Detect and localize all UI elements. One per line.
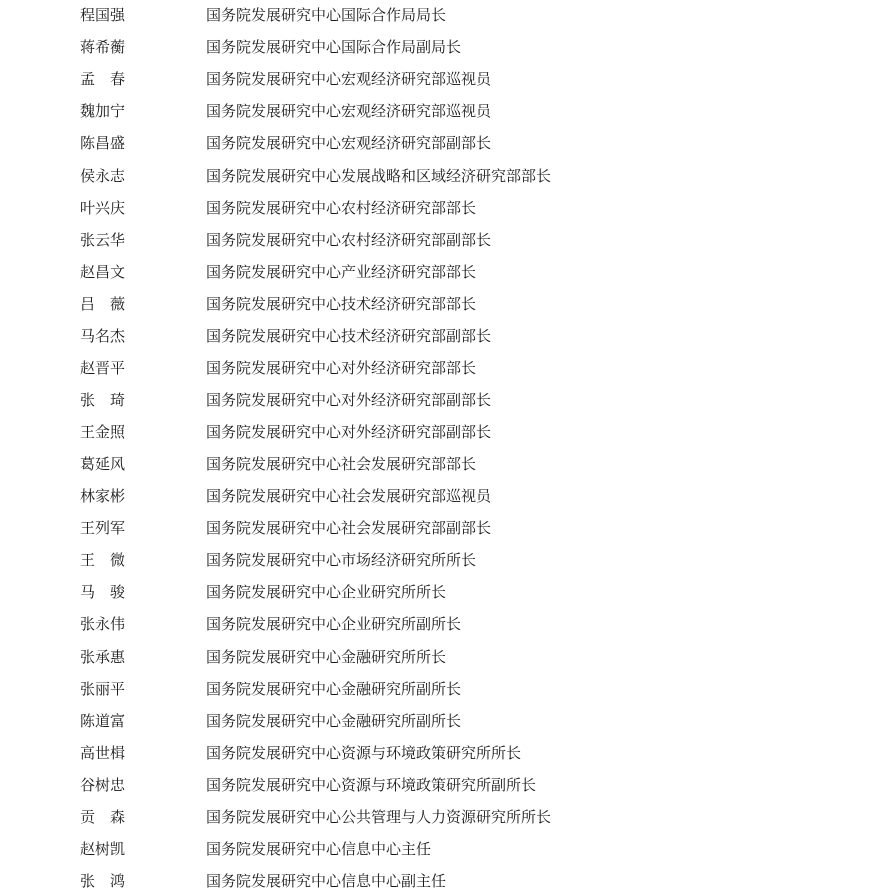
- person-title: 国务院发展研究中心农村经济研究部副部长: [206, 231, 492, 249]
- person-name: 王列军: [80, 519, 126, 537]
- person-name: 蒋希蘅: [80, 38, 126, 56]
- person-name: 张承惠: [80, 648, 126, 666]
- person-name: 张永伟: [80, 615, 126, 633]
- person-name: 侯永志: [80, 167, 126, 185]
- list-item: [0, 737, 891, 769]
- person-title: 国务院发展研究中心社会发展研究部副部长: [206, 519, 492, 537]
- list-item: [0, 673, 891, 705]
- person-title: 国务院发展研究中心信息中心副主任: [206, 872, 447, 890]
- person-title: 国务院发展研究中心对外经济研究部部长: [206, 359, 477, 377]
- list-item: [0, 801, 891, 833]
- person-title: 国务院发展研究中心发展战略和区域经济研究部部长: [206, 167, 552, 185]
- list-item: [0, 576, 891, 608]
- list-item: [0, 769, 891, 801]
- person-title: 国务院发展研究中心技术经济研究部副部长: [206, 327, 492, 345]
- person-name: 赵昌文: [80, 263, 126, 281]
- person-title: 国务院发展研究中心农村经济研究部部长: [206, 199, 477, 217]
- list-item: [0, 448, 891, 480]
- list-item: [0, 608, 891, 640]
- person-name: 张云华: [80, 231, 126, 249]
- person-title: 国务院发展研究中心对外经济研究部副部长: [206, 391, 492, 409]
- person-title: 国务院发展研究中心公共管理与人力资源研究所所长: [206, 808, 552, 826]
- person-name: 贡 森: [80, 808, 126, 826]
- person-name: 谷树忠: [80, 776, 126, 794]
- list-item: [0, 127, 891, 159]
- person-title: 国务院发展研究中心企业研究所所长: [206, 583, 447, 601]
- person-name: 张丽平: [80, 680, 126, 698]
- list-item: [0, 833, 891, 865]
- person-name: 赵树凯: [80, 840, 126, 858]
- person-name: 叶兴庆: [80, 199, 126, 217]
- person-title: 国务院发展研究中心社会发展研究部部长: [206, 455, 477, 473]
- person-name: 葛延风: [80, 455, 126, 473]
- list-item: [0, 160, 891, 192]
- list-item: [0, 0, 891, 31]
- person-title: 国务院发展研究中心金融研究所副所长: [206, 680, 462, 698]
- person-name: 张 鸿: [80, 872, 126, 890]
- list-item: [0, 256, 891, 288]
- person-name: 王 微: [80, 551, 126, 569]
- person-name: 吕 薇: [80, 295, 126, 313]
- list-item: [0, 352, 891, 384]
- list-item: [0, 544, 891, 576]
- person-title: 国务院发展研究中心宏观经济研究部巡视员: [206, 102, 492, 120]
- list-item: [0, 95, 891, 127]
- person-title: 国务院发展研究中心信息中心主任: [206, 840, 432, 858]
- person-title: 国务院发展研究中心金融研究所副所长: [206, 712, 462, 730]
- list-item: [0, 480, 891, 512]
- person-name: 赵晋平: [80, 359, 126, 377]
- list-item: [0, 705, 891, 737]
- list-item: [0, 320, 891, 352]
- person-title: 国务院发展研究中心技术经济研究部部长: [206, 295, 477, 313]
- list-item: [0, 512, 891, 544]
- person-title: 国务院发展研究中心社会发展研究部巡视员: [206, 487, 492, 505]
- person-title: 国务院发展研究中心产业经济研究部部长: [206, 263, 477, 281]
- person-name: 马名杰: [80, 327, 126, 345]
- list-item: [0, 224, 891, 256]
- list-item: [0, 63, 891, 95]
- list-item: [0, 31, 891, 63]
- person-title: 国务院发展研究中心企业研究所副所长: [206, 615, 462, 633]
- list-item: [0, 416, 891, 448]
- person-name: 王金照: [80, 423, 126, 441]
- person-title: 国务院发展研究中心国际合作局局长: [206, 6, 447, 24]
- person-title: 国务院发展研究中心金融研究所所长: [206, 648, 447, 666]
- person-name: 陈道富: [80, 712, 126, 730]
- person-title: 国务院发展研究中心资源与环境政策研究所所长: [206, 744, 522, 762]
- person-name: 魏加宁: [80, 102, 126, 120]
- person-name: 林家彬: [80, 487, 126, 505]
- person-name: 程国强: [80, 6, 126, 24]
- person-title: 国务院发展研究中心市场经济研究所所长: [206, 551, 477, 569]
- person-name: 陈昌盛: [80, 134, 126, 152]
- list-item: [0, 865, 891, 893]
- person-name: 高世楫: [80, 744, 126, 762]
- list-item: [0, 641, 891, 673]
- person-name: 孟 春: [80, 70, 126, 88]
- list-item: [0, 192, 891, 224]
- person-title: 国务院发展研究中心资源与环境政策研究所副所长: [206, 776, 537, 794]
- list-item: [0, 288, 891, 320]
- person-title: 国务院发展研究中心对外经济研究部副部长: [206, 423, 492, 441]
- person-title: 国务院发展研究中心宏观经济研究部巡视员: [206, 70, 492, 88]
- person-name: 马 骏: [80, 583, 126, 601]
- person-title: 国务院发展研究中心宏观经济研究部副部长: [206, 134, 492, 152]
- person-title: 国务院发展研究中心国际合作局副局长: [206, 38, 462, 56]
- list-item: [0, 384, 891, 416]
- person-name: 张 琦: [80, 391, 126, 409]
